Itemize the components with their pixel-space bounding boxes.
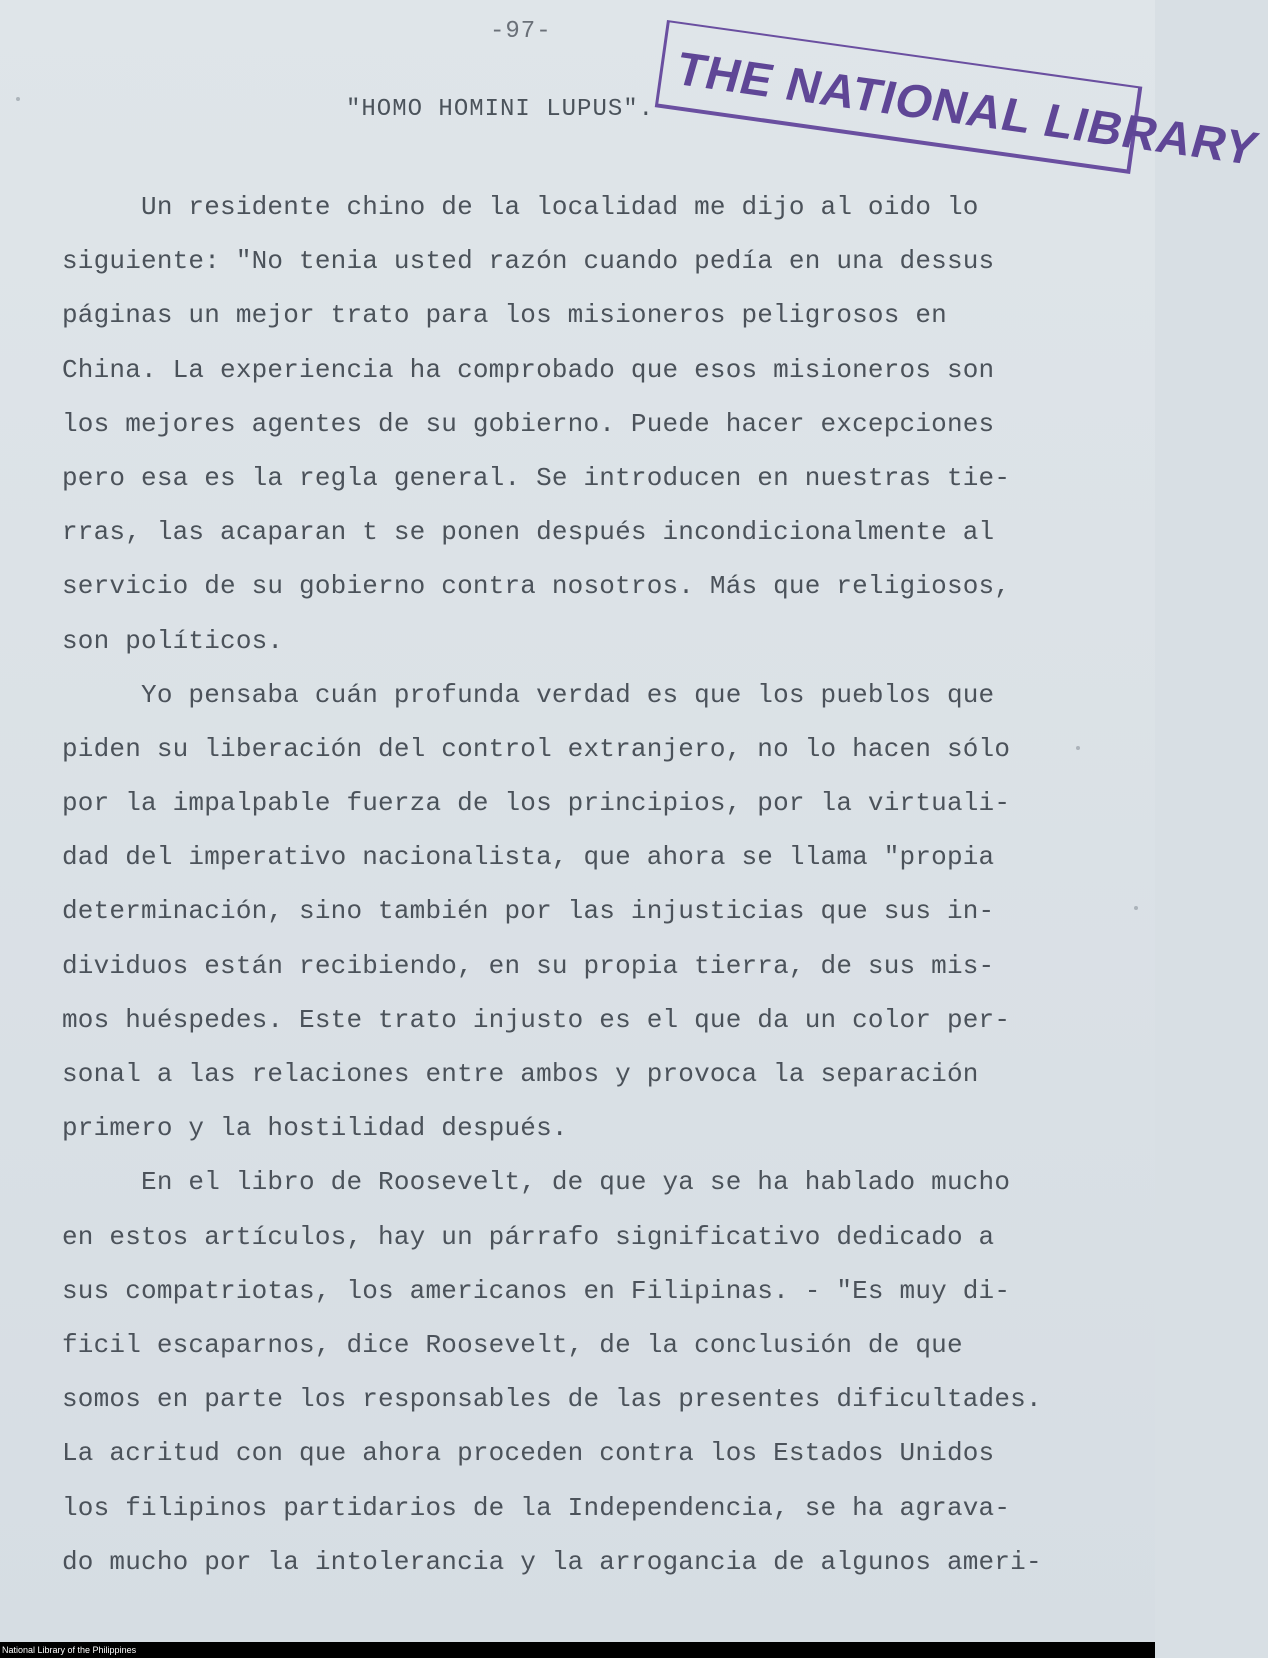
text-line: los mejores agentes de su gobierno. Puede hacer excepciones — [62, 408, 995, 439]
page-number: -97- — [490, 18, 552, 45]
text-line: mos huéspedes. Este trato injusto es el que da un color per- — [62, 1004, 1011, 1035]
text-line: sus compatriotas, los americanos en Filipinas. - "Es muy di- — [62, 1275, 1011, 1306]
text-line: Yo pensaba cuán profunda verdad es que los pueblos que — [62, 679, 995, 710]
text-line: ficil escaparnos, dice Roosevelt, de la conclusión de que — [62, 1329, 963, 1360]
stamp-text: THE NATIONAL LIBRARY — [670, 41, 1265, 175]
text-line: piden su liberación del control extranjero, no lo hacen sólo — [62, 733, 1011, 764]
text-line: dividuos están recibiendo, en su propia tierra, de sus mis- — [62, 950, 995, 981]
text-line: determinación, sino también por las injusticias que sus in- — [62, 896, 995, 927]
text-line: dad del imperativo nacionalista, que ahora se llama "propia — [62, 842, 995, 873]
text-line: do mucho por la intolerancia y la arrogancia de algunos ameri- — [62, 1546, 1042, 1577]
text-line: En el libro de Roosevelt, de que ya se ha hablado mucho — [62, 1167, 1011, 1198]
text-line: pero esa es la regla general. Se introducen en nuestras tie- — [62, 462, 1011, 493]
text-line: somos en parte los responsables de las presentes dificultades. — [62, 1384, 1042, 1415]
document-title: "HOMO HOMINI LUPUS". — [346, 96, 655, 123]
text-line: sonal a las relaciones entre ambos y provoca la separación — [62, 1059, 979, 1089]
typed-body-text — [62, 180, 1092, 1589]
text-line: primero y la hostilidad después. — [62, 1113, 568, 1144]
paper-speck — [16, 97, 20, 101]
text-line: La acritud con que ahora proceden contra los Estados Unidos — [62, 1438, 995, 1469]
text-line: siguiente: "No tenia usted razón cuando pedía en una dessus — [62, 246, 995, 277]
text-line: en estos artículos, hay un párrafo significativo dedicado a — [62, 1221, 995, 1252]
text-line: Un residente chino de la localidad me dijo al oido lo — [62, 192, 979, 222]
text-line: servicio de su gobierno contra nosotros. Más que religiosos, — [62, 571, 1011, 602]
text-line: rras, las acaparan t se ponen después incondicionalmente al — [62, 517, 995, 548]
text-line: los filipinos partidarios de la Independencia, se ha agrava- — [62, 1492, 1011, 1523]
text-line: páginas un mejor trato para los misioneros peligrosos en — [62, 300, 947, 331]
text-line: por la impalpable fuerza de los principios, por la virtuali- — [62, 788, 1011, 819]
library-stamp — [655, 20, 1265, 175]
text-line: son políticos. — [62, 625, 284, 656]
footer-credit: National Library of the Philippines — [0, 1642, 1155, 1658]
text-line: China. La experiencia ha comprobado que esos misioneros son — [62, 354, 995, 385]
paper-speck — [1134, 906, 1138, 910]
